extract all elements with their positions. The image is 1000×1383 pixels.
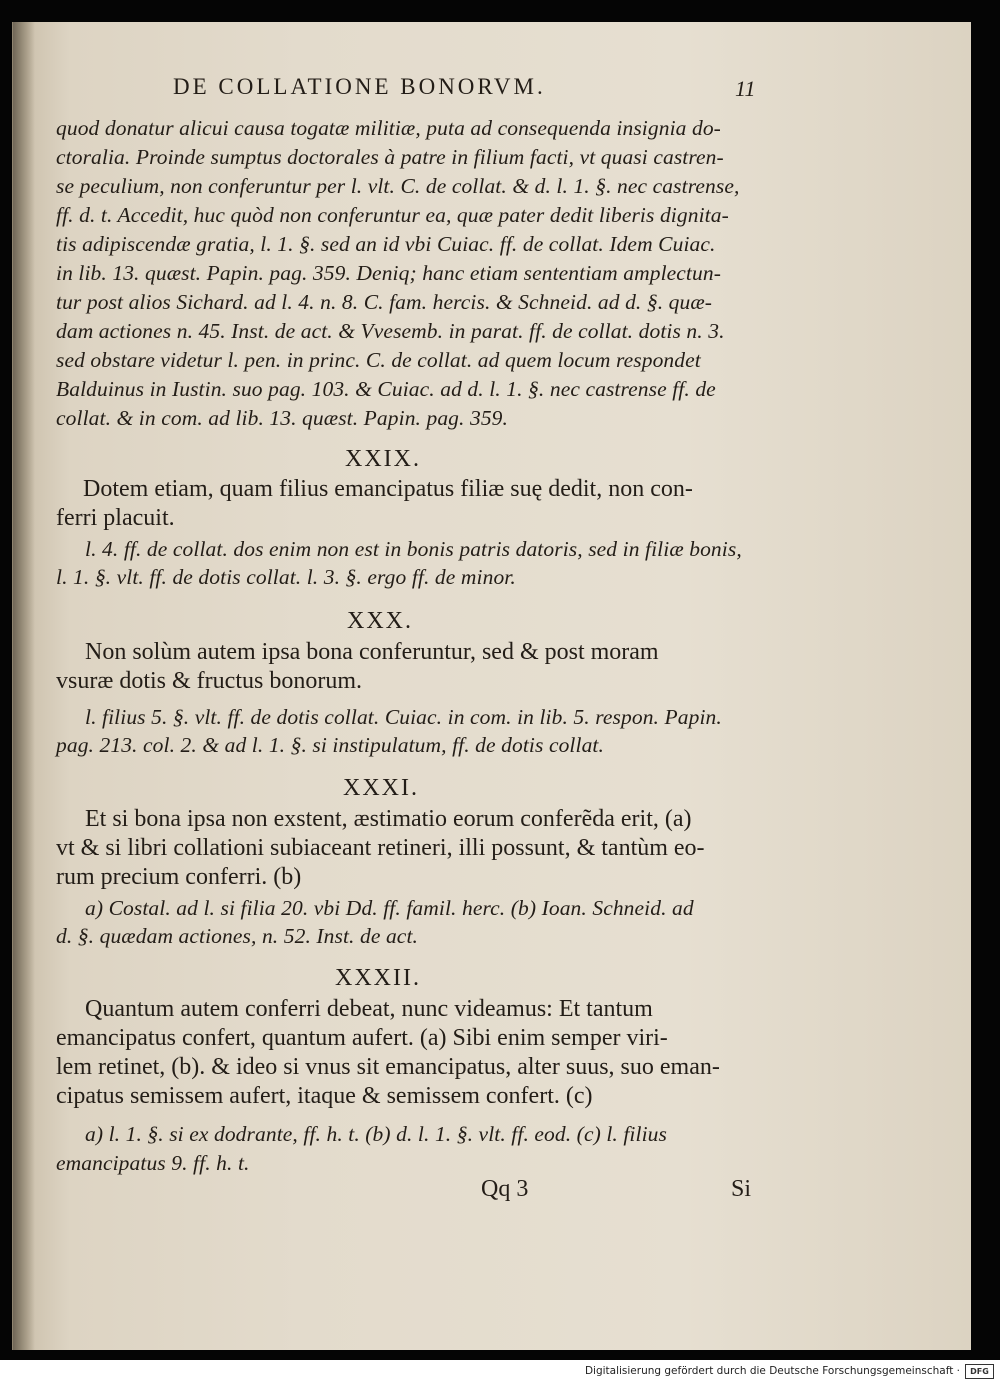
body-line: Balduinus in Iustin. suo pag. 103. & Cuiac. ad d. l. 1. §. nec castrense ff. de [56, 377, 716, 401]
section-text: rum precium conferri. (b) [56, 864, 302, 890]
running-title: DE COLLATIONE BONORVM. [173, 74, 546, 99]
body-line: sed obstare videtur l. pen. in princ. C. de collat. ad quem locum respondet [56, 348, 701, 372]
body-line: quod donatur alicui causa togatæ militiæ, puta ad consequenda insignia do- [56, 116, 721, 140]
section-note: l. 4. ff. de collat. dos enim non est in bonis patris datoris, sed in filiæ bonis, [85, 537, 742, 561]
section-note: a) Costal. ad l. si filia 20. vbi Dd. ff. famil. herc. (b) Ioan. Schneid. ad [85, 896, 694, 920]
section-number: XXXII. [335, 965, 421, 991]
section-text: lem retinet, (b). & ideo si vnus sit emancipatus, alter suus, suo eman- [56, 1054, 720, 1080]
section-text: ferri placuit. [56, 505, 175, 531]
section-text: Et si bona ipsa non exstent, æstimatio eorum conferẽda erit, (a) [85, 806, 692, 832]
body-line: tis adipiscendæ gratia, l. 1. §. sed an id vbi Cuiac. ff. de collat. Idem Cuiac. [56, 232, 716, 256]
book-page [12, 22, 971, 1350]
section-note: emancipatus 9. ff. h. t. [56, 1151, 250, 1175]
body-line: se peculium, non conferuntur per l. vlt. C. de collat. & d. l. 1. §. nec castrense, [56, 174, 740, 198]
section-note: l. 1. §. vlt. ff. de dotis collat. l. 3. §. ergo ff. de minor. [56, 565, 516, 589]
section-number: XXX. [347, 608, 413, 634]
section-text: Non solùm autem ipsa bona conferuntur, sed & post moram [85, 639, 659, 665]
section-text: Dotem etiam, quam filius emancipatus filiæ suę dedit, non con- [83, 476, 693, 502]
body-line: ctoralia. Proinde sumptus doctorales à patre in filium facti, vt quasi castren- [56, 145, 724, 169]
section-note: d. §. quædam actiones, n. 52. Inst. de act. [56, 924, 418, 948]
section-text: vt & si libri collationi subiaceant retineri, illi possunt, & tantùm eo- [56, 835, 705, 861]
digitization-footer [0, 1360, 1000, 1383]
section-note: l. filius 5. §. vlt. ff. de dotis collat. Cuiac. in com. in lib. 5. respon. Papin. [85, 705, 722, 729]
section-number: XXXI. [343, 775, 419, 801]
folio-number: 11 [735, 76, 756, 101]
funding-credit: Digitalisierung gefördert durch die Deutsche Forschungsgemeinschaft · [584, 1365, 960, 1377]
dfg-logo: DFG [965, 1364, 994, 1379]
body-line: tur post alios Sichard. ad l. 4. n. 8. C. fam. hercis. & Schneid. ad d. §. quæ- [56, 290, 713, 314]
signature-mark: Qq 3 [481, 1176, 529, 1202]
page-gutter [13, 22, 35, 1350]
body-line: ff. d. t. Accedit, huc quòd non conferuntur ea, quæ pater dedit liberis dignita- [56, 203, 729, 227]
catchword: Si [731, 1176, 752, 1202]
body-line: collat. & in com. ad lib. 13. quæst. Papin. pag. 359. [56, 406, 509, 430]
section-text: cipatus semissem aufert, itaque & semissem confert. (c) [56, 1083, 593, 1109]
section-number: XXIX. [345, 446, 421, 472]
section-note: a) l. 1. §. si ex dodrante, ff. h. t. (b) d. l. 1. §. vlt. ff. eod. (c) l. filius [85, 1122, 667, 1146]
section-text: vsuræ dotis & fructus bonorum. [56, 668, 362, 694]
body-line: dam actiones n. 45. Inst. de act. & Vvesemb. in parat. ff. de collat. dotis n. 3. [56, 319, 725, 343]
section-text: emancipatus confert, quantum aufert. (a) Sibi enim semper viri- [56, 1025, 668, 1051]
section-note: pag. 213. col. 2. & ad l. 1. §. si instipulatum, ff. de dotis collat. [56, 733, 604, 757]
body-line: in lib. 13. quæst. Papin. pag. 359. Deniq; hanc etiam sententiam amplectun- [56, 261, 721, 285]
section-text: Quantum autem conferri debeat, nunc videamus: Et tantum [85, 996, 653, 1022]
